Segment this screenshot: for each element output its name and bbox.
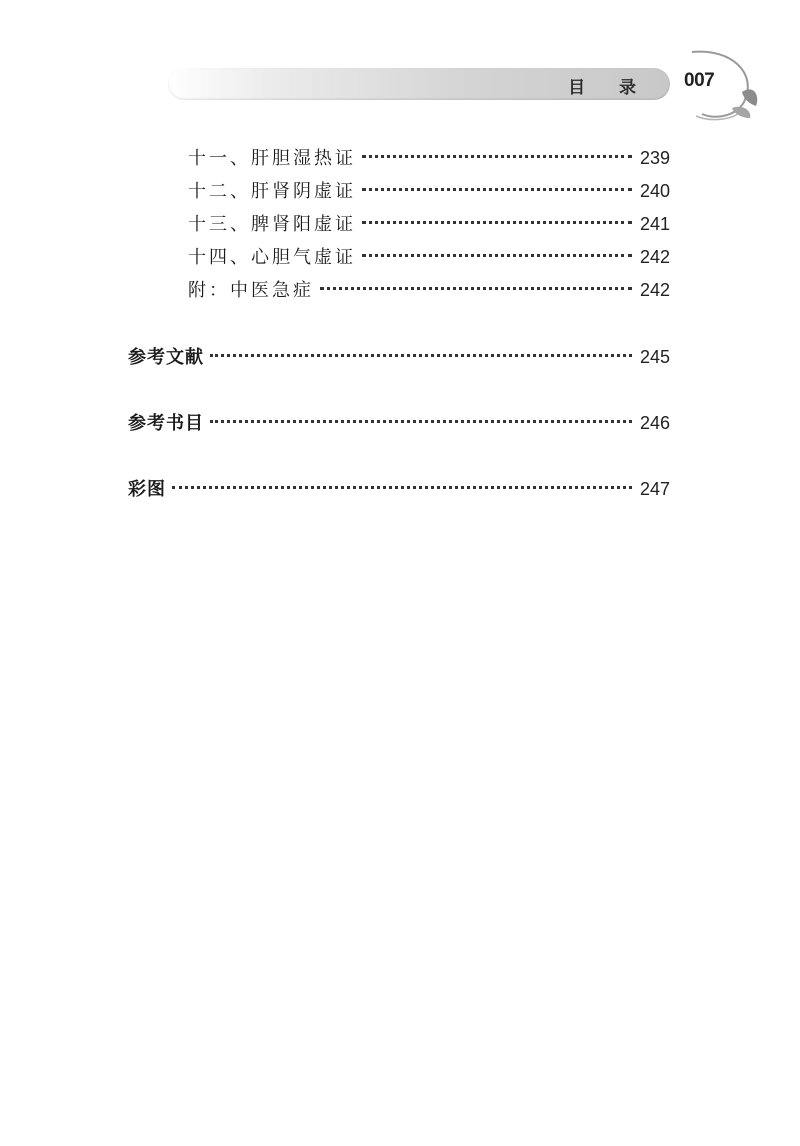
toc-entry-label: 彩图 [128,479,166,500]
toc-leader-dots [210,354,632,357]
toc-entry-page: 239 [639,148,670,168]
toc-entry-label: 十二、肝肾阴虚证 [188,181,356,202]
toc-entry-label: 附：中医急症 [188,280,314,301]
toc-chapter-entry[interactable] [128,475,670,503]
toc-chapter-entry[interactable] [128,343,670,371]
toc-entry[interactable] [188,243,670,271]
toc-entry-label: 参考书目 [128,413,204,434]
leaf-ornament-icon [672,44,762,124]
toc-entry-page: 247 [639,479,670,499]
toc-leader-dots [320,287,632,290]
toc-entry-page: 240 [639,181,670,201]
toc-entry-page: 246 [639,413,670,433]
toc-entry[interactable] [188,177,670,205]
toc-entry-page: 242 [639,280,670,300]
toc-entry[interactable] [188,210,670,238]
toc-entry-label: 十一、肝胆湿热证 [188,148,356,169]
toc-leader-dots [362,221,632,224]
toc-entry-label: 十四、心胆气虚证 [188,247,356,268]
toc-entry-page: 242 [639,247,670,267]
toc-leader-dots [172,486,632,489]
toc-entry-label: 十三、脾肾阳虚证 [188,214,356,235]
page-number: 007 [684,70,715,91]
toc-chapter-entry[interactable] [128,409,670,437]
toc-entry-page: 241 [639,214,670,234]
toc-leader-dots [362,155,632,158]
toc-entry[interactable] [188,276,670,304]
toc-entry[interactable] [188,144,670,172]
header-bar [168,68,670,100]
toc-leader-dots [362,254,632,257]
section-title: 目 录 [568,78,650,98]
toc-leader-dots [210,420,632,423]
toc-leader-dots [362,188,632,191]
toc-entry-label: 参考文献 [128,347,204,368]
toc-entry-page: 245 [639,347,670,367]
